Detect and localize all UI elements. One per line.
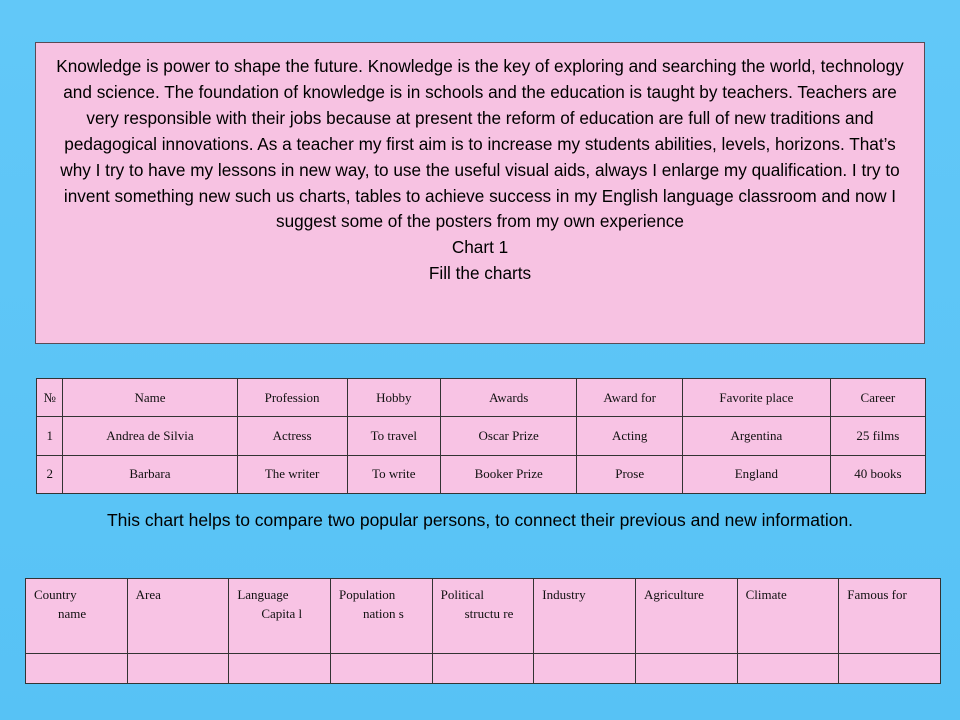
column-header-agriculture (635, 579, 737, 654)
header-line: Agriculture (643, 587, 704, 602)
column-header-hobby: Hobby (347, 379, 440, 417)
table-cell: 2 (37, 455, 63, 493)
column-header-political-structure (432, 579, 534, 654)
column-header-climate (737, 579, 839, 654)
header-line: Political (440, 587, 484, 602)
table-cell: Oscar Prize (440, 417, 576, 455)
table-row (37, 417, 926, 455)
header-line: Climate (745, 587, 787, 602)
column-header-award-for: Award for (577, 379, 683, 417)
header-line: Language (237, 587, 289, 602)
table-header-row (37, 379, 926, 417)
empty-cell[interactable] (635, 654, 737, 684)
table-cell: To write (347, 455, 440, 493)
table-cell: Actress (237, 417, 347, 455)
header-line: Famous for (847, 587, 907, 602)
header-line: Population (338, 587, 396, 602)
header-line: Area (135, 587, 161, 602)
table-row (26, 654, 941, 684)
instruction-text: Fill the charts (428, 263, 532, 284)
table-cell: 25 films (830, 417, 925, 455)
chart-caption: This chart helps to compare two popular persons, to connect their previous and new information. (106, 510, 854, 530)
column-header-favorite-place: Favorite place (682, 379, 830, 417)
empty-cell[interactable] (229, 654, 331, 684)
empty-cell[interactable] (26, 654, 128, 684)
header-line: Capita l (261, 606, 303, 621)
header-line: nation s (362, 606, 404, 621)
empty-cell[interactable] (432, 654, 534, 684)
table-cell: Andrea de Silvia (63, 417, 237, 455)
country-info-table (25, 578, 941, 684)
column-header-famous-for (839, 579, 941, 654)
header-line: Industry (542, 587, 586, 602)
table-cell: 1 (37, 417, 63, 455)
table-cell: 40 books (830, 455, 925, 493)
column-header-population (330, 579, 432, 654)
table-cell: Prose (577, 455, 683, 493)
column-header-career: Career (830, 379, 925, 417)
table-header-row (26, 579, 941, 654)
chart-label: Chart 1 (451, 237, 509, 258)
column-header-industry (534, 579, 636, 654)
table-cell: Acting (577, 417, 683, 455)
column-header-awards: Awards (440, 379, 576, 417)
table-cell: The writer (237, 455, 347, 493)
table-cell: Argentina (682, 417, 830, 455)
header-line: name (58, 606, 87, 621)
intro-text-box (35, 42, 925, 344)
table-cell: Barbara (63, 455, 237, 493)
column-header-language-capital (229, 579, 331, 654)
column-header-area (127, 579, 229, 654)
intro-paragraph: Knowledge is power to shape the future. Knowledge is the key of exploring and searching the world, technology and science. The foundation of knowledge is in schools and the education is taught by teachers. Teachers are very responsible with their jobs because at present the reform of education are full of new traditions and pedagogical innovations. As a teacher my first aim is to increase my students abilities, levels, horizons. That’s why I try to have my lessons in new way, to use the useful visual aids, always I enlarge my qualification. I try to invent something new such us charts, tables to achieve success in my English language classroom and now I suggest some of the posters from my own experience (56, 56, 904, 232)
empty-cell[interactable] (839, 654, 941, 684)
empty-cell[interactable] (737, 654, 839, 684)
table-row (37, 455, 926, 493)
column-header-profession: Profession (237, 379, 347, 417)
column-header-number: № (37, 379, 63, 417)
table-cell: England (682, 455, 830, 493)
persons-comparison-table (36, 378, 926, 494)
header-line: Country (34, 587, 77, 602)
empty-cell[interactable] (127, 654, 229, 684)
table-cell: Booker Prize (440, 455, 576, 493)
empty-cell[interactable] (534, 654, 636, 684)
table-cell: To travel (347, 417, 440, 455)
empty-cell[interactable] (330, 654, 432, 684)
column-header-country-name (26, 579, 128, 654)
header-line: structu re (464, 606, 514, 621)
column-header-name: Name (63, 379, 237, 417)
